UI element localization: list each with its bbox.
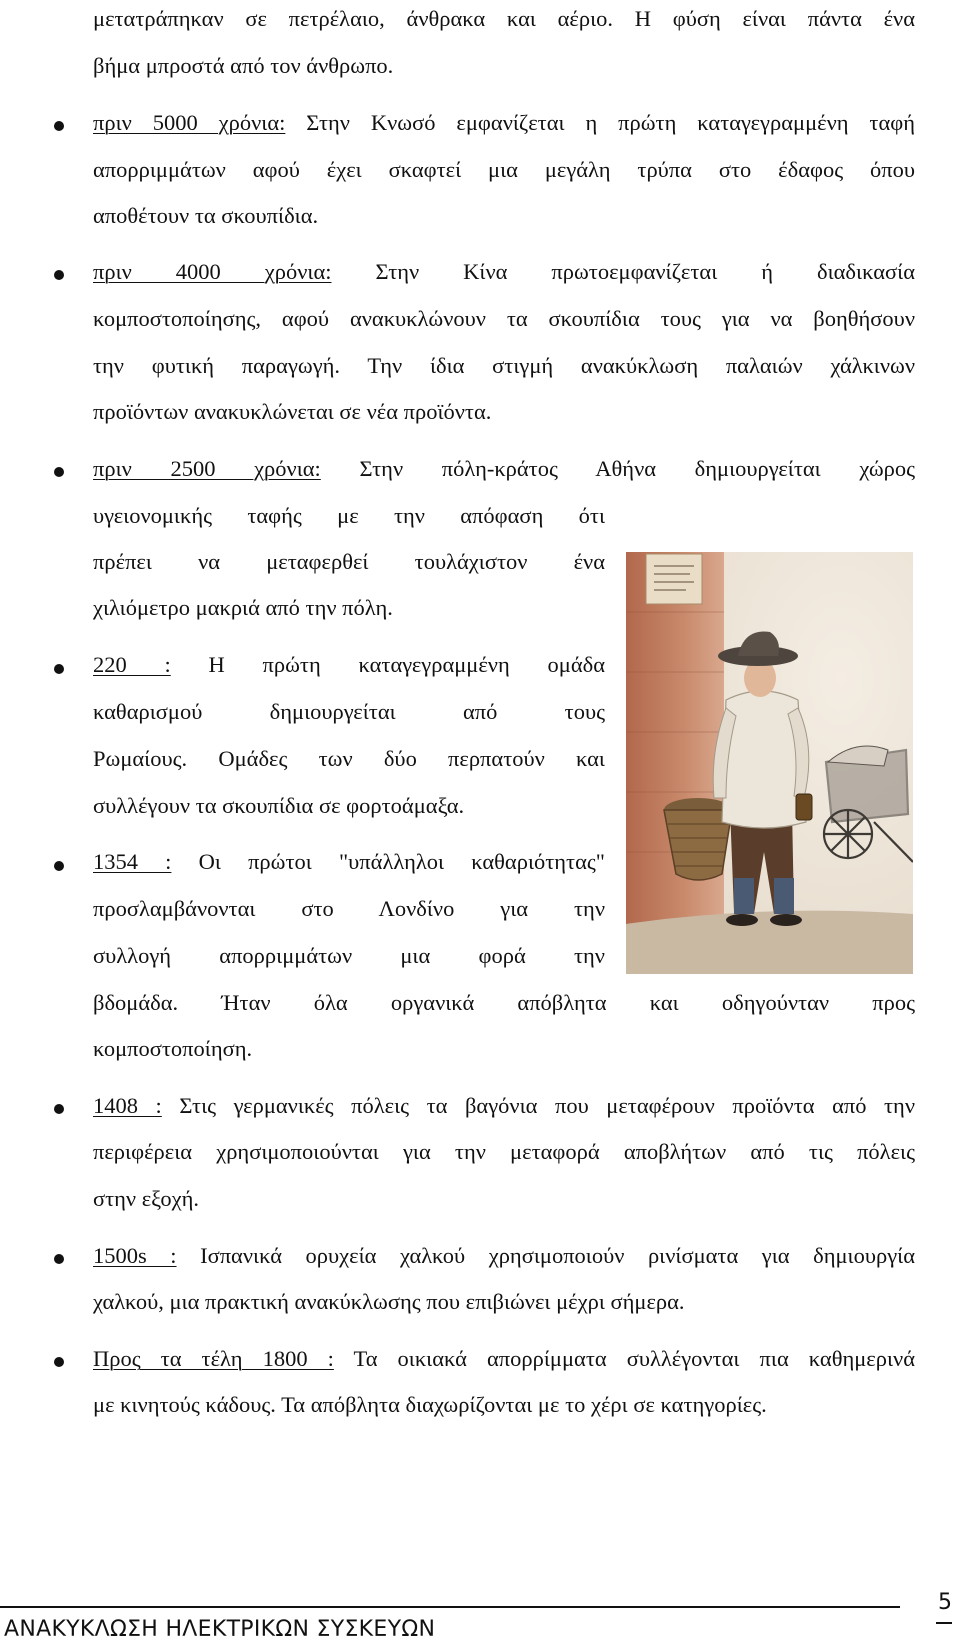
entry-line: κομποστοποίησης, αφού ανακυκλώνουν τα σκουπίδια τους για να βοηθήσουν <box>93 306 915 331</box>
footer-title: ΑΝΑΚΥΚΛΩΣΗ ΗΛΕΚΤΡΙΚΩΝ ΣΥΣΚΕΥΩΝ <box>4 1617 436 1642</box>
entry-line: χιλιόμετρο μακριά από την πόλη. <box>93 595 393 620</box>
bullet-icon <box>54 1254 64 1264</box>
bullet-icon <box>54 121 64 131</box>
entry-line: 220 : Η πρώτη καταγεγραμμένη ομάδα <box>93 652 605 677</box>
entry-line: στην εξοχή. <box>93 1186 200 1211</box>
entry-line: με κινητούς κάδους. Τα απόβλητα διαχωρίζονται με το χέρι σε κατηγορίες. <box>93 1392 767 1417</box>
entry-line: Προς τα τέλη 1800 : Τα οικιακά απορρίμματα συλλέγονται πια καθημερινά <box>93 1346 916 1371</box>
entry-line: περιφέρεια χρησιμοποιούνται για την μεταφορά αποβλήτων από τις πόλεις <box>93 1139 915 1164</box>
entry-line: 1354 : Οι πρώτοι "υπάλληλοι καθαριότητας" <box>93 849 605 874</box>
entry-date: 1408 : <box>93 1093 162 1118</box>
entry-line: 1500s : Ισπανικά ορυχεία χαλκού χρησιμοποιούν ρινίσματα για δημιουργία <box>93 1243 915 1268</box>
entry-date: πριν 4000 χρόνια: <box>93 259 332 284</box>
entry-line: πριν 4000 χρόνια: Στην Κίνα πρωτοεμφανίζεται ή διαδικασία <box>93 259 915 284</box>
intro-line: μετατράπηκαν σε πετρέλαιο, άνθρακα και αέριο. Η φύση είναι πάντα ένα <box>93 6 915 31</box>
entry-line: συλλέγουν τα σκουπίδια σε φορτοάμαξα. <box>93 793 465 818</box>
entry-line: υγειονομικής ταφής με την απόφαση ότι <box>93 503 605 528</box>
entry-line: χαλκού, μια πρακτική ανακύκλωσης που επιβιώνει μέχρι σήμερα. <box>93 1289 685 1314</box>
entry-date: πριν 5000 χρόνια: <box>93 110 286 135</box>
entry-line: συλλογή απορριμμάτων μια φορά την <box>93 943 605 968</box>
entry-date: Προς τα τέλη 1800 : <box>93 1346 334 1371</box>
entry-line: 1408 : Στις γερμανικές πόλεις τα βαγόνια που μεταφέρουν προϊόντα από την <box>93 1093 915 1118</box>
bullet-icon <box>54 664 64 674</box>
entry-line: πριν 2500 χρόνια: Στην πόλη-κράτος Αθήνα δημιουργείται χώρος <box>93 456 916 481</box>
footer-rule <box>0 1606 900 1608</box>
entry-date: 220 : <box>93 652 171 677</box>
entry-date: 1500s : <box>93 1243 177 1268</box>
entry-line: βδομάδα. Ήταν όλα οργανικά απόβλητα και οδηγούνταν προς <box>93 990 915 1015</box>
page-number-underline <box>936 1622 952 1624</box>
entry-line: καθαρισμού δημιουργείται από τους <box>93 699 605 724</box>
bullet-icon <box>54 861 64 871</box>
entry-line: κομποστοποίηση. <box>93 1036 253 1061</box>
bullet-icon <box>54 270 64 280</box>
entry-line: την φυτική παραγωγή. Την ίδια στιγμή ανακύκλωση παλαιών χάλκινων <box>93 353 915 378</box>
entry-line: Ρωμαίους. Ομάδες των δύο περπατούν και <box>93 746 605 771</box>
intro-line: βήμα μπροστά από τον άνθρωπο. <box>93 53 394 78</box>
entry-line: αποθέτουν τα σκουπίδια. <box>93 203 319 228</box>
page-number: 5 <box>938 1590 952 1615</box>
bullet-icon <box>54 1357 64 1367</box>
entry-line: προϊόντων ανακυκλώνεται σε νέα προϊόντα. <box>93 399 492 424</box>
entry-line: πρέπει να μεταφερθεί τουλάχιστον ένα <box>93 549 605 574</box>
bullet-icon <box>54 467 64 477</box>
entry-line: προσλαμβάνονται στο Λονδίνο για την <box>93 896 605 921</box>
entry-date: 1354 : <box>93 849 172 874</box>
entry-date: πριν 2500 χρόνια: <box>93 456 321 481</box>
bullet-icon <box>54 1104 64 1114</box>
entry-line: απορριμμάτων αφού έχει σκαφτεί μια μεγάλη τρύπα στο έδαφος όπου <box>93 157 915 182</box>
collector-illustration <box>626 552 913 974</box>
entry-line: πριν 5000 χρόνια: Στην Κνωσό εμφανίζεται η πρώτη καταγεγραμμένη ταφή <box>93 110 916 135</box>
